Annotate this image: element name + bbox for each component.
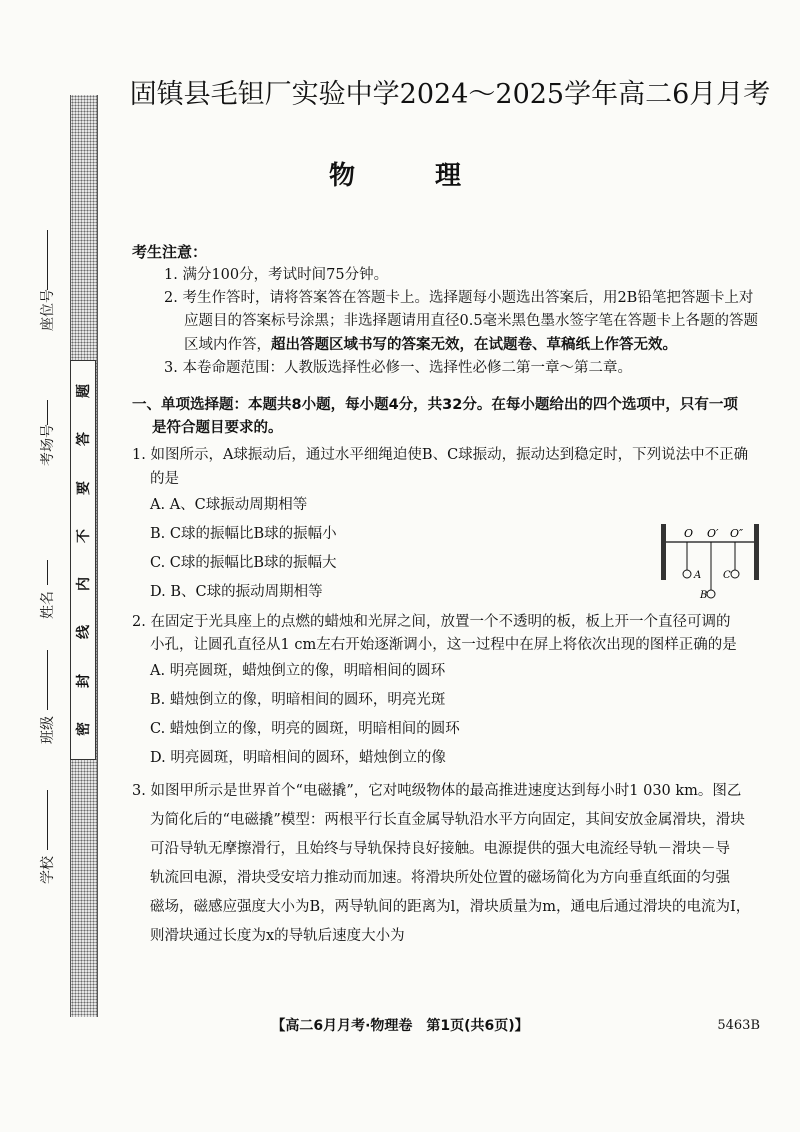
ball-a-label: A	[694, 570, 702, 581]
right-wall	[754, 524, 759, 580]
seal-char: 不	[76, 528, 92, 543]
class-label: 班级	[40, 716, 56, 744]
question-1-stem-cont: 的是	[150, 470, 179, 487]
paper-code: 5463B	[717, 1018, 760, 1033]
section-heading: 一、单项选择题：本题共8小题，每小题4分，共32分。在每小题给出的四个选项中，只有一项	[132, 396, 738, 413]
point-o1-label: O′	[707, 527, 719, 540]
seal-char: 内	[76, 577, 92, 592]
ball-c	[731, 570, 739, 578]
question-1-option: A. A、C球振动周期相等	[150, 496, 308, 513]
school-field[interactable]	[22, 790, 72, 890]
seal-char: 线	[76, 625, 92, 640]
ball-b-label: B	[700, 590, 708, 601]
name-label: 姓名	[40, 591, 56, 619]
point-o2-label: O″	[730, 527, 744, 540]
seal-char: 封	[76, 673, 92, 688]
name-field[interactable]	[22, 560, 72, 625]
question-3-stem-cont: 磁场，磁感应强度大小为B，两导轨间的距离为l，滑块质量为m，通电后通过滑块的电流为I，	[150, 899, 751, 916]
question-3-stem: 3. 如图甲所示是世界首个“电磁撬”，它对吨级物体的最高推进速度达到每小时1 030 km。图乙	[132, 783, 742, 800]
question-3-stem-cont: 为简化后的“电磁撬”模型：两根平行长直金属导轨沿水平方向固定，其间安放金属滑块，滑块	[150, 812, 745, 829]
seal-char: 要	[76, 480, 92, 495]
ball-b	[707, 590, 715, 598]
pendulum-figure	[655, 520, 765, 620]
pendulum-diagram	[655, 520, 765, 620]
subject-char-1: 物	[328, 161, 365, 191]
question-2-option: A. 明亮圆斑，蜡烛倒立的像，明暗相间的圆环	[150, 663, 446, 680]
question-2-option: B. 蜡烛倒立的像，明暗相间的圆环，明亮光斑	[150, 692, 446, 709]
seal-line-notice	[70, 360, 96, 760]
notice-item: 2. 考生作答时，请将答案答在答题卡上。选择题每小题选出答案后，用2B铅笔把答题卡上对	[164, 290, 754, 307]
subject-title	[0, 155, 800, 192]
notice-emphasis: 超出答题区域书写的答案无效，在试题卷、草稿纸上作答无效。	[271, 336, 677, 353]
notice-item-cont: 应题目的答案标号涂黑；非选择题请用直径0.5毫米黑色墨水签字笔在答题卡上各题的答题	[184, 313, 759, 330]
page-footer: 【高二6月月考·物理卷 第1页(共6页)】	[271, 1018, 529, 1034]
school-label: 学校	[40, 856, 56, 884]
question-3-stem-cont: 轨流回电源，滑块受安培力推动而加速。将滑块所处位置的磁场简化为方向垂直纸面的匀强	[150, 870, 730, 887]
exam-title: 固镇县毛钽厂实验中学2024～2025学年高二6月月考	[129, 79, 771, 110]
exam-room-field[interactable]	[22, 400, 72, 465]
notice-text: 区域内作答，	[184, 336, 271, 353]
seat-number-label: 座位号	[40, 289, 56, 331]
question-1-option: D. B、C球的振动周期相等	[150, 583, 323, 600]
seal-char: 答	[76, 432, 92, 447]
notice-item: 3. 本卷命题范围：人教版选择性必修一、选择性必修二第一章～第二章。	[164, 359, 632, 376]
notice-item-cont	[184, 334, 772, 357]
seat-number-field[interactable]	[22, 230, 72, 330]
point-o-label: O	[684, 527, 694, 540]
class-field[interactable]	[22, 650, 72, 750]
question-2-option: D. 明亮圆斑，明暗相间的圆环，蜡烛倒立的像	[150, 750, 446, 767]
question-3-stem-cont: 则滑块通过长度为x的导轨后速度大小为	[150, 928, 405, 945]
question-2-stem: 2. 在固定于光具座上的点燃的蜡烛和光屏之间，放置一个不透明的板，板上开一个直径可调的	[132, 613, 731, 630]
question-1-stem: 1. 如图所示，A球振动后，通过水平细绳迫使B、C球振动，振动达到稳定时，下列说法中不正确	[132, 447, 749, 464]
ball-a	[683, 570, 691, 578]
question-2-stem-cont: 小孔，让圆孔直径从1 cm左右开始逐渐调小，这一过程中在屏上将依次出现的图样正确的是	[150, 636, 737, 653]
exam-room-label: 考场号	[40, 424, 56, 466]
question-1-option: B. C球的振幅比B球的振幅小	[150, 525, 337, 542]
subject-char-2: 理	[435, 161, 472, 191]
seal-char: 密	[76, 721, 92, 736]
question-1-option: C. C球的振幅比B球的振幅大	[150, 554, 337, 571]
left-wall	[661, 524, 666, 580]
ball-c-label: C	[723, 570, 731, 581]
notice-title: 考生注意：	[132, 243, 208, 261]
seal-char: 题	[76, 384, 92, 398]
notice-item: 1. 满分100分，考试时间75分钟。	[164, 267, 389, 283]
question-2-option: C. 蜡烛倒立的像，明亮的圆斑，明暗相间的圆环	[150, 721, 460, 738]
section-heading-cont: 是符合题目要求的。	[152, 420, 283, 437]
question-3-stem-cont: 可沿导轨无摩擦滑行，且始终与导轨保持良好接触。电源提供的强大电流经导轨－滑块－导	[150, 841, 730, 858]
